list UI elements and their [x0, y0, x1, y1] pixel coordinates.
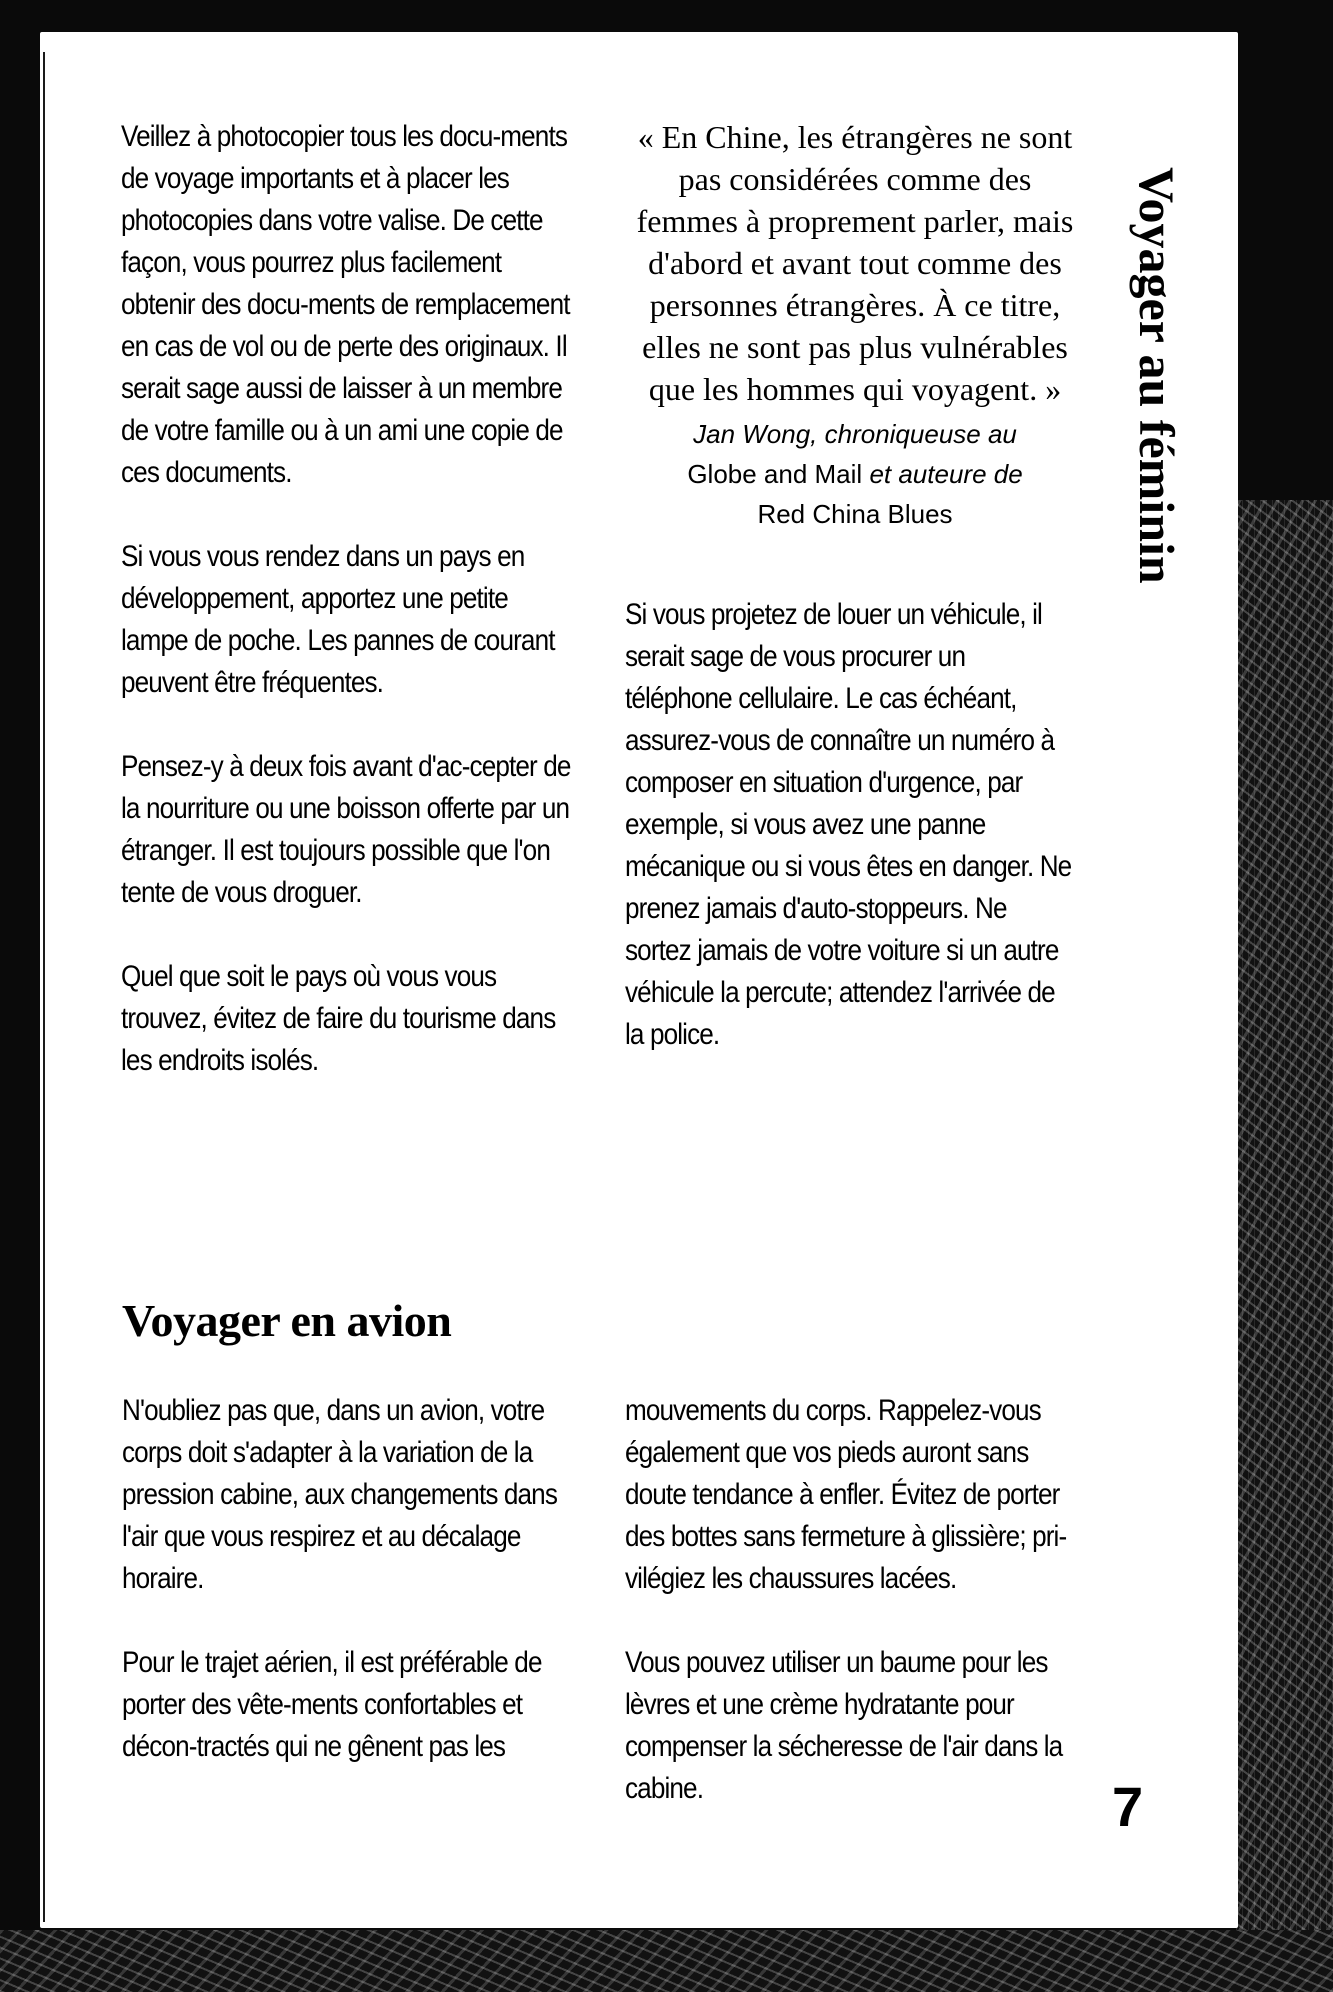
scan-background-bottom — [0, 1930, 1333, 1992]
paragraph: Pour le trajet aérien, il est préférable de porter des vête-ments confortables et décon-tractés qui ne gênent pas les — [122, 1646, 542, 1763]
paragraph: N'oubliez pas que, dans un avion, votre corps doit s'adapter à la variation de la pression cabine, aux changements dans l'air que vous respirez et au décalage horaire. — [122, 1394, 558, 1595]
section-heading: Voyager en avion — [122, 1295, 452, 1346]
quote-author: Jan Wong, chroniqueuse au — [693, 419, 1017, 449]
page-number: 7 — [1112, 1775, 1144, 1838]
quote-publication: Globe and Mail — [687, 459, 863, 489]
scan-background-right — [1236, 500, 1333, 1992]
bottom-right-column — [625, 1390, 1145, 1810]
quote-connector: et auteure de — [869, 459, 1023, 489]
top-left-column — [121, 116, 641, 1082]
paragraph: Si vous vous rendez dans un pays en développement, apportez une petite lampe de poche. Les pannes de courant peuvent être fréquentes. — [121, 540, 555, 699]
gutter-line — [43, 52, 45, 1922]
quote-book: Red China Blues — [757, 499, 953, 529]
running-title: Voyager au féminin — [1129, 167, 1185, 584]
paragraph: Veillez à photocopier tous les docu-ments de voyage importants et à placer les photocopies dans votre valise. De cette façon, vous pourrez plus facilement obtenir des docu-ments de remplacement en cas de vol ou de perte des originaux. Il serait sage aussi de laisser à un membre de votre famille ou à un ami une copie de ces documents. — [121, 120, 570, 489]
paragraph: Pensez-y à deux fois avant d'ac-cepter de la nourriture ou une boisson offerte par un étranger. Il est toujours possible que l'on tente de vous droguer. — [121, 750, 571, 909]
pull-quote: « En Chine, les étrangères ne sont pas considérées comme des femmes à proprement parler, mais d'abord et avant tout comme des personnes étrangères. À ce titre, elles ne sont pas plus vulnérables que les hommes qui voyagent. » — [636, 119, 1074, 407]
book-page — [40, 32, 1238, 1928]
quote-attribution — [635, 414, 1075, 534]
paragraph: Si vous projetez de louer un véhicule, il serait sage de vous procurer un téléphone cellulaire. Le cas échéant, assurez-vous de connaître un numéro à composer en situation d'urgence, par exemple, si vous avez une panne mécanique ou si vous êtes en danger. Ne prenez jamais d'auto-stoppeurs. Ne sortez jamais de votre voiture si un autre véhicule la percute; attendez l'arrivée de la police. — [625, 598, 1072, 1051]
paragraph: mouvements du corps. Rappelez-vous également que vos pieds auront sans doute tendance à enfler. Évitez de porter des bottes sans fermeture à glissière; pri-vilégiez les chaussures lacées. — [625, 1394, 1067, 1595]
top-right-column — [625, 116, 1145, 1056]
spacer — [625, 534, 1145, 594]
bottom-left-column — [122, 1390, 642, 1768]
paragraph: Vous pouvez utiliser un baume pour les lèvres et une crème hydratante pour compenser la sécheresse de l'air dans la cabine. — [625, 1646, 1063, 1805]
paragraph: Quel que soit le pays où vous vous trouvez, évitez de faire du tourisme dans les endroits isolés. — [121, 960, 556, 1077]
